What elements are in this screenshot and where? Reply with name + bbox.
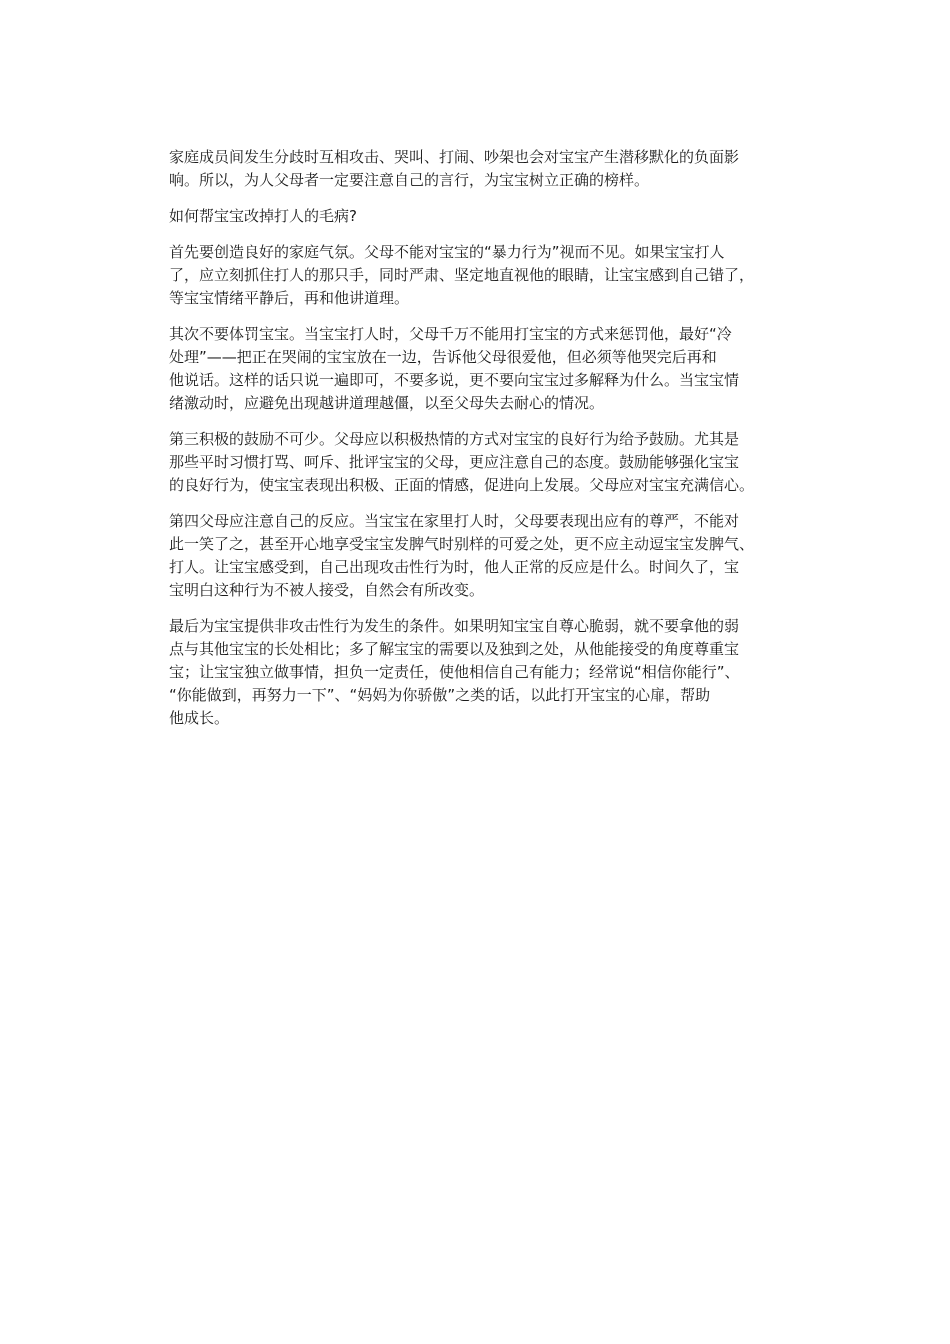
paragraph-family-conflict: 家庭成员间发生分歧时互相攻击、哭叫、打闹、吵架也会对宝宝产生潜移默化的负面影 响。所以，为人父母者一定要注意自己的言行，为宝宝树立正确的榜样。: [169, 148, 740, 189]
section-question: 如何帮宝宝改掉打人的毛病?: [169, 207, 357, 225]
paragraph-fourth-reaction: 第四父母应注意自己的反应。当宝宝在家里打人时，父母要表现出应有的尊严，不能对 此一笑了之，甚至开心地享受宝宝发脾气时别样的可爱之处，更不应主动逗宝宝发脾气、 打人。让宝宝感受到，自己出现攻击性行为时，他人正常的反应是什么。时间久了，宝 宝明白这种行为不被人接受，自然会有所改变。: [169, 512, 755, 599]
document-body: [169, 146, 819, 743]
paragraph-second-no-punishment: 其次不要体罚宝宝。当宝宝打人时，父母千万不能用打宝宝的方式来惩罚他，最好“冷 处理”——把正在哭闹的宝宝放在一边，告诉他父母很爱他，但必须等他哭完后再和 他说话。这样的话只说一遍即可，不要多说，更不要向宝宝过多解释为什么。当宝宝情 绪激动时，应避免出现越讲道理越僵，以至父母失去耐心的情况。: [169, 325, 740, 412]
paragraph-last-conditions: 最后为宝宝提供非攻击性行为发生的条件。如果明知宝宝自尊心脆弱，就不要拿他的弱 点与其他宝宝的长处相比；多了解宝宝的需要以及独到之处，从他能接受的角度尊重宝 宝；让宝宝独立做事情，担负一定责任，使他相信自己有能力；经常说“相信你能行”、 “你能做到，再努力一下”、“妈妈为你骄傲”之类的话，以此打开宝宝的心扉，帮助 他成长。: [169, 617, 740, 727]
paragraph-third-encouragement: 第三积极的鼓励不可少。父母应以积极热情的方式对宝宝的良好行为给予鼓励。尤其是 那些平时习惯打骂、呵斥、批评宝宝的父母，更应注意自己的态度。鼓励能够强化宝宝 的良好行为，使宝宝表现出积极、正面的情感，促进向上发展。父母应对宝宝充满信心。: [169, 430, 755, 494]
paragraph-first-atmosphere: 首先要创造良好的家庭气氛。父母不能对宝宝的“暴力行为”视而不见。如果宝宝打人 了，应立刻抓住打人的那只手，同时严肃、坚定地直视他的眼睛，让宝宝感到自己错了， 等宝宝情绪平静后，再和他讲道理。: [169, 243, 755, 307]
